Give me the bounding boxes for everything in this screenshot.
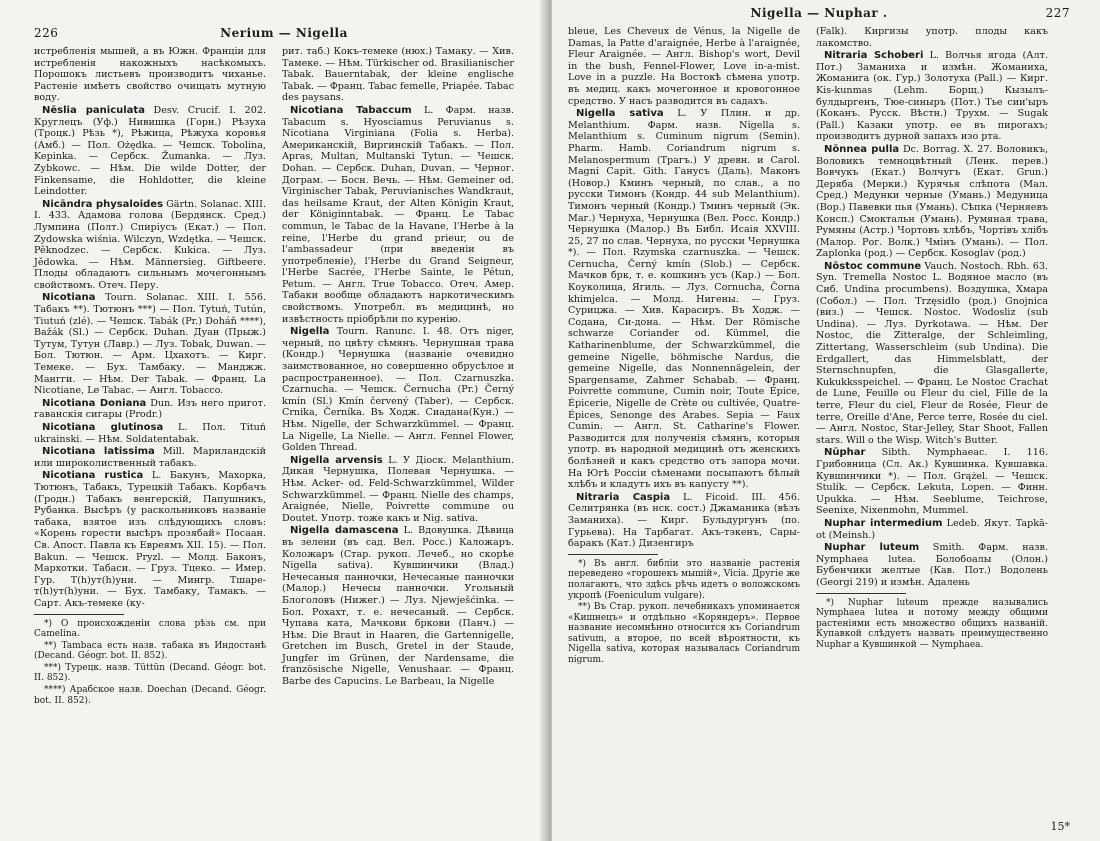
left-col2-entries bbox=[282, 46, 514, 688]
entry-text: Tourn. Solanac. XIII. I. 556. Табакъ **). Тютюнъ ***) — Пол. Tytuń, Tutún, Tiutuń (zlé). — Чешск. Tabák (Pr.) Doháň ****), Bažák (Sl.) — Сербск. Duhan. Дуан (Прыж.) Тутум, Тутун (Лавр.) — Луз. Tobak, Duwan. — Бол. Тютюн. — Арм. Цхахотъ. — Кирг. Темеке. — Бух. Тамбаку. — Манджж. Mангги. — Нѣм. Der Tabak. — Франц. La Nicotiane, Le Tabac. — Англ. Tobacco. bbox=[34, 292, 266, 397]
dictionary-entry bbox=[34, 470, 266, 609]
dictionary-entry bbox=[816, 144, 1048, 260]
entry-headword: Nigella damascena bbox=[290, 525, 399, 537]
entry-text: истребленія мышей, а въ Южн. Франціи для истребленія накожныхъ насѣкомыхъ. Порошокъ листьевъ производитъ чиханье. Растеніе имѣетъ свойство очищать мутную воду. bbox=[34, 46, 266, 104]
entry-text: L. Бакунъ, Махорка, Тютюнъ, Табакъ, Турецкій Табакъ. Корбачъ (Гродн.) Табакъ венгерскій, Папушникъ, Рубанка. Высѣръ (у раскольниковъ названіе табака, взятое изъ слѣдующихъ словъ: «Корень горести высѣръ прозябай» Посаан. Св. Апост. Павла къ Евреямъ XII. 15). — Пол. Bakun. — Чешск. Pryzl. — Молд. Баконъ, Мархотки. Табаси. — Груз. Тцеко. — Имер. Гур. Т(h)ут(h)уни. — Мингр. Тшаре- т(h)ут(h)уни. — Буx. Тамбаку, Тамакъ. — Сарт. Акъ-темеке (ку- bbox=[34, 470, 266, 609]
dictionary-entry bbox=[568, 108, 800, 491]
entry-headword: Nicāndra physaloides bbox=[42, 198, 164, 210]
footnote-rule bbox=[816, 593, 906, 594]
dictionary-entry bbox=[282, 326, 514, 454]
footnote: *) Въ англ. библіи это названіе растенія переведено «горошекъ мышій», Vicia. Другіе же полагаютъ, что здѣсь рѣчь идетъ о воложскомъ укропѣ (Foeniculum vulgare). bbox=[568, 558, 800, 601]
entry-text: L. Пол. Tituń ukrainski. — Нѣм. Soldatentabak. bbox=[34, 422, 266, 445]
entry-text: L. Вдовушка. Дѣвица въ зелени (въ сад. Вел. Росс.) Каложаръ. Коложаръ (Стар. рукоп. Лечеб., но скорѣе Nigella sativa). Кувшинчики (Влад.) Нечесаныя панночки, Нечесаные панночки (Малор.) Нечесы панночки. Угольный Блоголовъ (Нижег.) — Луз. Njewješćinka. — Бол. Рохахт, т. е. нечесаный. — Сербск. Чупава ката, Мачкови бркови (Панч.) — Нѣм. Die Braut in Haaren, die Gartennigelle, Gretchen im Busch, Gretel in der Staude, Jungfer im Grünen, der Nardensame, die französische Nigelle, Venushaar. — Франц. Barbe des Capucins. Le Barbeau, la Nigelle bbox=[282, 525, 514, 688]
page-number-left: 226 bbox=[34, 26, 59, 40]
left-page bbox=[0, 0, 548, 841]
right-col2-entries bbox=[816, 26, 1048, 589]
dictionary-entry bbox=[816, 542, 1048, 588]
dictionary-entry bbox=[816, 50, 1048, 143]
dictionary-entry bbox=[568, 26, 800, 107]
right-footnotes-col2 bbox=[816, 598, 1048, 651]
entry-headword: Nōstoc commune bbox=[824, 260, 922, 272]
footnote-rule bbox=[568, 554, 658, 555]
footnote: *) О происхожденіи слова рѣзь см. при Camelina. bbox=[34, 618, 266, 640]
left-column-2 bbox=[282, 46, 514, 689]
entry-headword: Nicotiana Tabaccum bbox=[290, 104, 412, 116]
left-footnotes bbox=[34, 619, 266, 707]
entry-text: bleue, Les Cheveux de Vénus, la Nigelle de Damas, la Patte d'araignée, Herbe à l'araignée, Fleur Araignée. — Англ. Bishop's wort, Devil in the bush, Fennel-Flower, Love in-a-mist. Love in a puzzle. На Востокѣ сѣмена употр. въ медиц. какъ мочегонное и кровогонное средство. У насъ разводится въ садахъ. bbox=[568, 26, 800, 107]
entry-headword: Nicotiana rustica bbox=[42, 470, 144, 482]
footnote: **) Tambaca есть назв. табака въ Индостанѣ (Decand. Géogr. bot. II. 852). bbox=[34, 640, 266, 662]
running-title-left: Nerium — Nigella bbox=[220, 26, 348, 40]
dictionary-entry bbox=[816, 26, 1048, 49]
entry-text: Vauch. Nostoch. Rbh. 63. Syn. Tremella Nostoc L. Водяное масло (въ Сиб. Undina procumbens). Воздушка, Хмара (Собол.) — Пол. Trzęsidło (род.) Gnojnica (виз.) — Чешск. Nostoc. Wodosliz (sub Undina). — Луз. Dyrkotawa. — Нѣм. Der Nostoc, die Zitteralge, der Schleimling, Zittertang, Wasserschleim (sub Undina). Die Erdgallert, das Himmelsblatt, der Sternschnupfen, die Glasgallerte, Kukukksspeichel. — Франц. Le Nostoc Crachat de Lune, Feuille ou Fleur du ciel, Fille de la terre, Fleur du ciel, Fleur de Rosée, Fleur de terre, Oreille d'Ane, Perce terre, Rosée du ciel. — Англ. Nostoc, Star-Jelley, Star Shoot, Fallen stars. Will o the Wisp. Witch's Butter. bbox=[816, 260, 1048, 446]
entry-headword: Nigella sativa bbox=[576, 108, 664, 120]
entry-headword: Nitraria Caspia bbox=[576, 491, 671, 503]
dictionary-entry bbox=[816, 261, 1048, 447]
entry-text: Smith. Фарм. назв. Nymphaea lutea. Болобоалы (Олон.) Бубенчики желтые (Кав. Пот.) Водолень (Georgi 219) и измѣн. Адалень bbox=[816, 542, 1048, 588]
dictionary-entry bbox=[282, 525, 514, 687]
dictionary-entry bbox=[34, 422, 266, 445]
entry-text: L. Ficoid. III. 456. Селитрянка (въ нск. сост.) Джаманика (вѣзъ Заманиха). — Кирг. Бульдургунъ (по. Гурьева). На Тарбагат. Акъ-тэкенъ, Сары-баракъ (Кат.) Дизенгиръ bbox=[568, 491, 800, 550]
entry-text: Gärtn. Solanac. XIII. I. 433. Адамова голова (Бердянск. Сред.) Лумпина (Полт.) Спирiусъ (Екат.) — Пол. Zydowska wiśnia. Wilczyn, Wzdętka. — Чешск. Pěknodzec. — Сербск. Kukica. — Луз. Jědowka. — Нѣм. Männersieg. Giftbeere. Плоды обладаютъ сильнымъ мочегоннымъ свойствомъ. Отеч. Перу. bbox=[34, 198, 266, 291]
entry-text: Tourn. Ranunc. I. 48. Отъ niger, черный, по цвѣту сѣмянъ. Чернушная трава (Кондр.) Чернушка (названіе очевидно заимствованное, но совершенно обрусѣлое и распространенное). — Пол. Czarnuszka. Czarnucha. — Чешск. Černucha (Pr.) Černý kmín (Sl.) Kmín červený (Taber). — Сербск. Crnika, Černíka. Въ Ходж. Сиаданa(Кун.) — Нѣм. Nigelle, der Schwarzkümmel. — Франц. La Nigelle, La Nielle. — Англ. Fennel Flower, Golden Thread. bbox=[282, 326, 514, 454]
left-column-1 bbox=[34, 46, 266, 707]
dictionary-entry bbox=[816, 447, 1048, 517]
entry-headword: Nicotiana glutinosa bbox=[42, 422, 164, 433]
dictionary-entry bbox=[568, 492, 800, 550]
entry-text: Dc. Borrag. X. 27. Воловикъ, Воловикъ темноцвѣтный (Ленк. перев.) Вовчукъ (Екат.) Волчугъ (Екат. Grun.) Деряба (Мерки.) Курячья слѣпота (Мал. Сред.) Медунки черные (Умань.) Медуница (Вор.) Павевки пья (Умань). Сѣпка (Черняевъ Консп.) Смоктальн (Умань). Румяная трава, Румяны (Астр.) Чортовъ хлѣбъ, Чортівъ хлібъ (Малор. Рог. Волк.) Чмінъ (Умань). — Пол. Zaplonka (род.) — Сербск. Kosoglav (род.) bbox=[816, 143, 1048, 260]
dictionary-entry bbox=[816, 518, 1048, 541]
entry-headword: Nigella bbox=[290, 326, 330, 338]
dictionary-entry bbox=[34, 292, 266, 396]
right-col1-entries bbox=[568, 26, 800, 550]
right-footnotes-col1 bbox=[568, 559, 800, 666]
running-title-right: Nigella — Nuphar . bbox=[750, 6, 888, 20]
left-col1-entries bbox=[34, 46, 266, 610]
entry-headword: Nicotiana Doniana bbox=[42, 397, 147, 409]
footnote: ****) Арабское назв. Doechan (Decand. Géogr. bot. II. 852). bbox=[34, 685, 266, 706]
footnote: ***) Турецк. назв. Tüttün (Decand. Géogr. bot. II. 852). bbox=[34, 662, 266, 684]
dictionary-entry bbox=[34, 398, 266, 421]
entry-text: Mill. Мариландскій или широколиственный табакъ. bbox=[34, 446, 266, 469]
entry-text: (Falk). Киргизы употр. плоды какъ лакомство. bbox=[816, 26, 1048, 49]
dictionary-entry bbox=[282, 46, 514, 104]
page-number-right: 227 bbox=[1045, 6, 1070, 20]
entry-headword: Nicotiana latissima bbox=[42, 446, 155, 458]
entry-headword: Nūphar bbox=[824, 447, 866, 459]
footnote-rule bbox=[34, 614, 124, 615]
entry-text: L. У Діоск. Melanthium. Дикая Чернушка, Полевая Чернушка. — Нѣм. Acker- od. Feld-Schwarzkümmel, Wilder Schwarzkümmel. — Франц. Nielle des champs, Araignée, Nielle, Poivrette commune ou Doutet. Употр. тоже какъ и Nig. sativa. bbox=[282, 454, 514, 524]
entry-text: рит. таб.) Кокъ-темеке (нюх.) Тамаку. — Хив. Тамеке. — Нѣм. Türkischer od. Brasilianischer Tabak. Bauerntabak, der kleine englische Tabak. — Франц. Tabac femelle, Priapée. Tabac des paysans. bbox=[282, 46, 514, 104]
signature-mark: 15* bbox=[1050, 820, 1070, 833]
entry-text: L. У Плин. и др. Melanthium. Фарм. назв. Nigella s. Melanthium s. Cuminum nigrum (Semin). Pharm. Hamb. Coriandrum nigrum s. Melanospermum (Трагъ.) У древн. и Carol. Magni Capit. Gith. Гануcъ (Даль). Маконъ (Новор.) Кминъ черный, по слав., а по русски Тимонъ (Кондр. 44 sub Melanthium). Тимонъ черный (Кондр.) Тминъ черный (Эк. Маг.) Чернуха, Чернушка (Вел. Росс. Кондр.) Чернушка (Малор.) Въ Библ. Исаія XXVIII. 25, 27 по слав. Чернуха, по русски Чернушка *). — Пол. Rzymska czarnuszka. — Чешск. Cernucha, Černý kmín (Slob.) — Сербск. Мачков брк, т. е. кошкинъ усъ (Кар.) — Бол. Коуколица, Ягиль. — Луз. Cornucha, Čorna khimjelca. — Молд. Нигены. — Груз. Сурицжа. — Хив. Карасиръ. Въ Ходж. — Содана, Си-дона. — Нѣм. Der Römische schwarze Coriander od. Kümmel, die Katharinenblume, der Schwarzkümmel, die gemeine Nigelle, böhmische Nardus, die gemeine Nigelle, das Nonnennägelein, der Spargensame, Zahmer Schabab. — Франц. Poivrette commune, Cumin noir, Toute Épice, Épicerie, Nigelle de Crète ou cultivée, Quatre-Épices, Senonge des Arabes. Sepia — Faux Cumin. — Англ. St. Catharine's Flower. Разводится для полученія сѣмянъ, которыя употр. въ народной медицинѣ отъ женскихъ болѣзней и какъ средство отъ запора мочи. На Югѣ Россіи сѣменами посыпаютъ бѣлый хлѣбъ и кладутъ ихъ въ капусту **). bbox=[568, 108, 800, 491]
entry-text: Desv. Crucif. I. 202. Круглецъ (Уф.) Нивишка (Горн.) Рѣзуха (Троцк.) Рѣзь *), Рѣжица, Рѣжуха коровья (Амб.) — Пол. Ożędka. — Чешск. Tobolina, Kepinka. — Сербск. Žumanka. — Луз. Zybkowc. — Нѣм. Die wilde Dotter, der Finkensame, die Hohldotter, die kleine Leindotter. bbox=[34, 104, 266, 198]
entry-headword: Nuphar intermedium bbox=[824, 517, 943, 529]
right-page bbox=[552, 0, 1100, 841]
entry-headword: Nicotiana bbox=[42, 292, 96, 304]
entry-text: L. Фарм. назв. Tabacum s. Hyosciamus Peruvianus s. Nicotiana Virginiana (Folia s. Herba). Американскій, Виргинскій Табакъ. — Пол. Apras, Multan, Multanski Tytun. — Чешск. Dohan. — Сербск. Duhan, Duvan. — Черног. Дограм. — Босн. Вечь. — Нѣм. Gemeiner od. Virginischer Tabak, Peruvianisches Wandkraut, das heilsame Kraut, der Alten Königin Kraut, der Königinntabak. — Франц. Le Tabac commun, le Tabac de la Havane, l'Herbe à la reine, l'Herbe du grand prieur, ou de l'ambassadeur (при введеніи въ употребленіе), l'Herbe du Grand Seigneur, l'Herbe Sacrée, l'Herbe Sainte, le Pétun, Petum. — Англ. True Tobacco. Отеч. Амер. Табаки вообще обладаютъ наркотическимъ свойствомъ. Употребл. въ медицинѣ, но извѣстность пріобрѣли по куренію. bbox=[282, 104, 514, 325]
entry-headword: Nēslia paniculata bbox=[42, 104, 145, 116]
entry-text: L. Волчья ягода (Алт. Пот.) Заманиха и измѣн. Жоманиха, Жоманига (ок. Гур.) Золотуха (Pall.) — Кирг. Kis-kunmas (Lehm. Борщ.) Кызылъ-булдыргенъ, Тюе-синыръ (Пот.) Тье сии'ыръ (Коканъ. Русск. Вѣстн.) Трухм. — Sugak (Pall.) Казаки употр. ее въ пирогахъ; производитъ дурной запахъ изо рта. bbox=[816, 50, 1048, 143]
entry-text: Sibth. Nymphaeac. I. 116. Грибовница (Сл. Ак.) Кувшинка. Кувшавка. Кувшинчики *). — Пол. Grążel. — Чешск. Stulík. — Сербск. Lekuta, Lopen. — Финн. Upukka. — Нѣм. Seeblume, Teichrose, Seenixe, Nixenmohn, Mummel. bbox=[816, 447, 1048, 517]
entry-headword: Nuphar luteum bbox=[824, 542, 920, 554]
footnote: *) Nuphar luteum прежде назывались Nymphaea lutea и потому между общими растеніями есть множество общихъ названій. Купавкой слѣдуетъ назвать преимущественно Nuphar а Кувшинкой — Nymphaea. bbox=[816, 597, 1048, 650]
entry-headword: Nōnnea pulla bbox=[824, 143, 900, 155]
entry-text: Ledeb. Якут. Tapkā-ot (Meinsh.) bbox=[816, 517, 1049, 541]
entry-headword: Nitraria Schoberi bbox=[824, 50, 924, 62]
running-head-right bbox=[568, 6, 1070, 26]
right-column-1 bbox=[568, 26, 800, 667]
footnote: **) Въ Стар. рукоп. лечебникахъ упоминается «Кишнецъ» и отдѣльно «Коряндеръ». Первое название несомнѣнно относится къ Coriandrum sativum, а второе, по всей вѣроятности, къ Nigella sativa, которая называлась Coriandrum nigrum. bbox=[568, 602, 800, 666]
dictionary-entry bbox=[34, 199, 266, 292]
entry-headword: Nigella arvensis bbox=[290, 454, 383, 466]
right-column-2 bbox=[816, 26, 1048, 651]
dictionary-entry bbox=[34, 105, 266, 198]
entry-text: Dun. Изъ него пригот. гаванскія сигары (Prodr.) bbox=[34, 397, 267, 421]
dictionary-entry bbox=[34, 446, 266, 469]
running-head-left bbox=[34, 26, 534, 46]
dictionary-entry bbox=[282, 105, 514, 325]
dictionary-entry bbox=[282, 455, 514, 525]
dictionary-entry bbox=[34, 46, 266, 104]
